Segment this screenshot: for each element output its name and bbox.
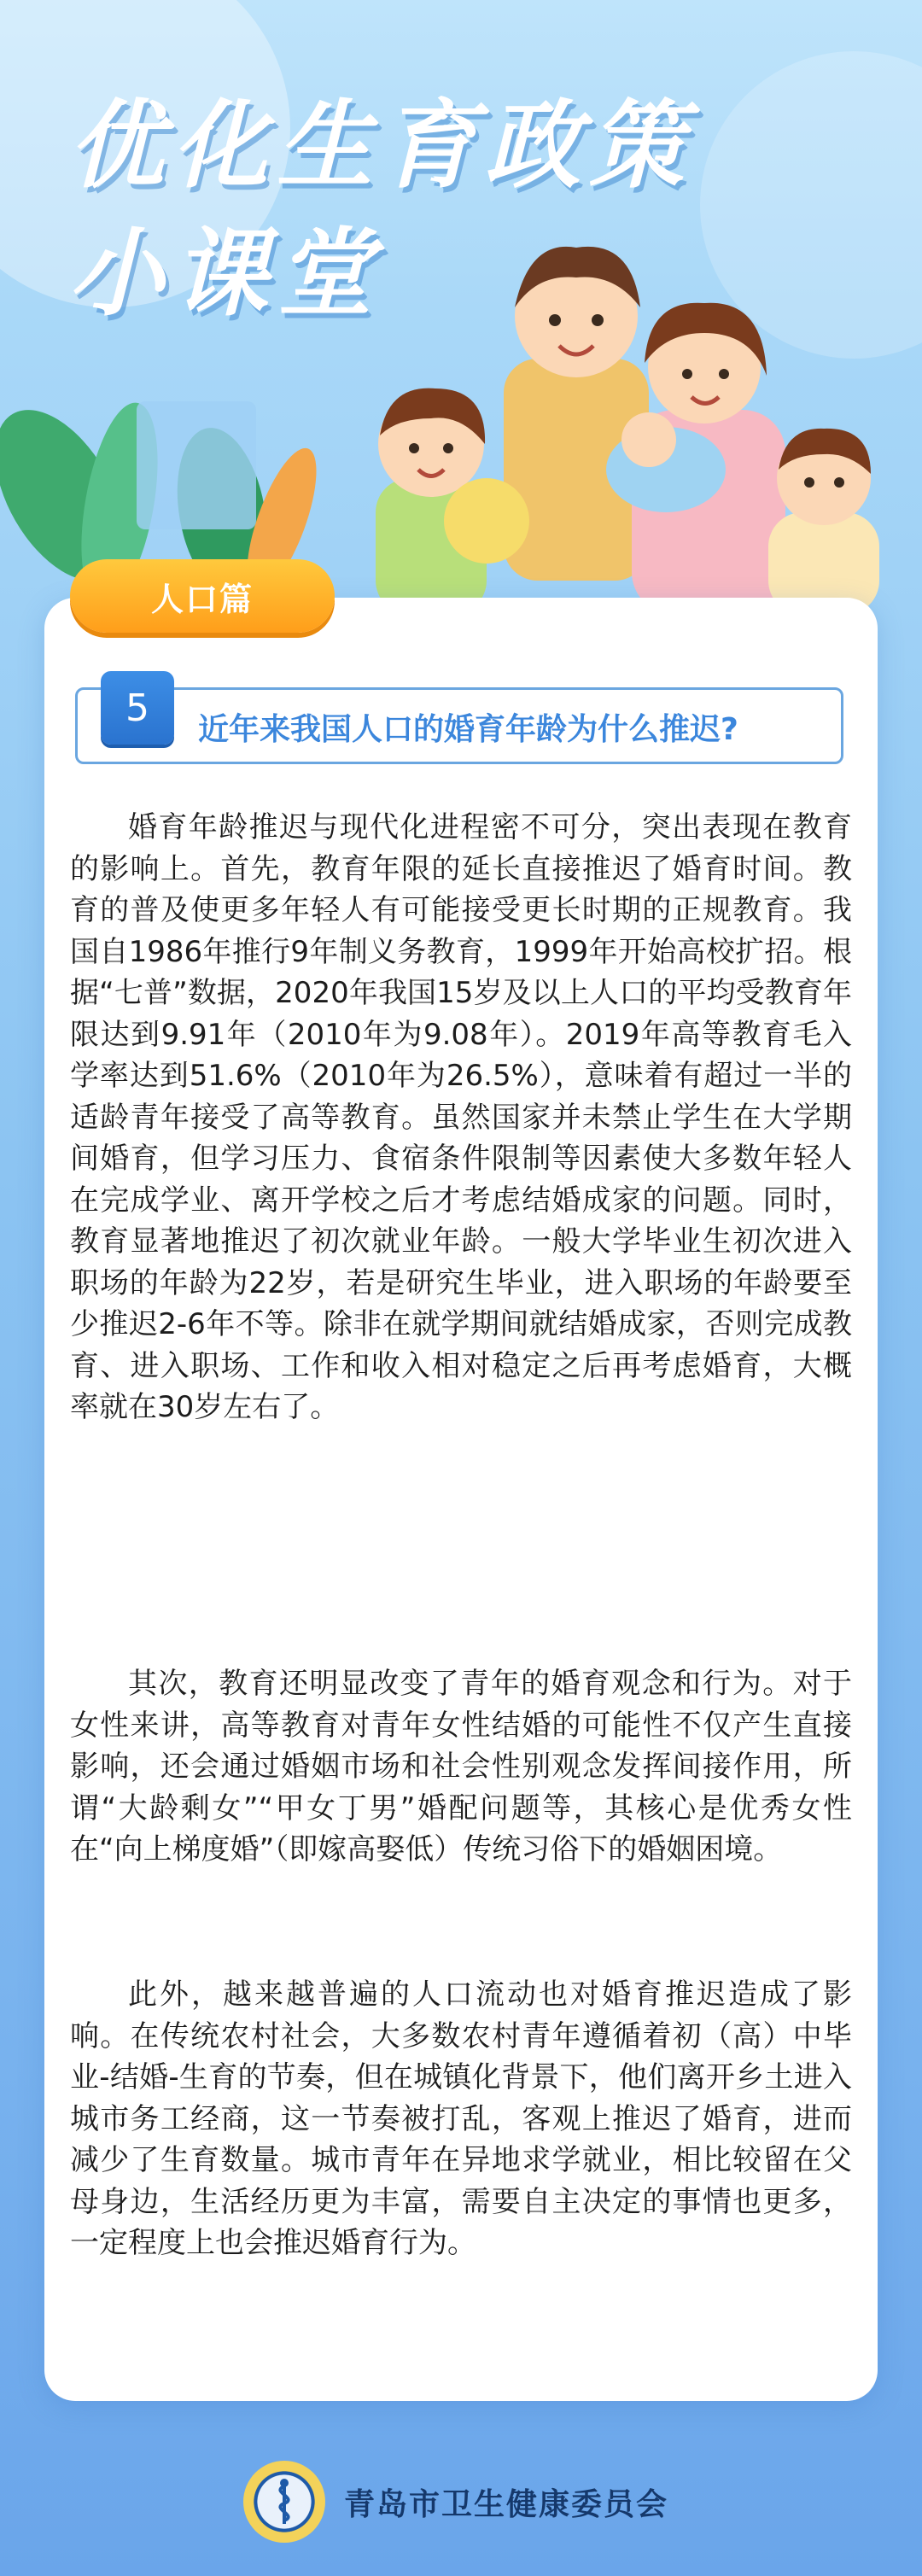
body-paragraph-2: 其次，教育还明显改变了青年的婚育观念和行为。对于女性来讲，高等教育对青年女性结婚的可能性不仅产生直接影响，还会通过婚姻市场和社会性别观念发挥间接作用，所谓“大龄剩女”“甲女丁男”婚配问题等，其核心是优秀女性在“向上梯度婚”（即嫁高娶低）传统习俗下的婚姻困境。 — [70, 1667, 852, 1866]
question-number-badge: 5 — [101, 671, 174, 745]
hero-banner — [0, 0, 922, 615]
family-illustration — [359, 213, 922, 615]
caduceus-icon — [267, 2478, 301, 2526]
footer — [243, 2459, 668, 2544]
question-title: 近年来我国人口的婚育年龄为什么推迟? — [198, 712, 738, 747]
health-commission-logo — [243, 2461, 325, 2543]
body-paragraph-3: 此外，越来越普遍的人口流动也对婚育推迟造成了影响。在传统农村社会，大多数农村青年遵循着初（高）中毕业-结婚-生育的节奏，但在城镇化背景下，他们离开乡土进入城市务工经商，这一节奏被打乱，客观上推迟了婚育，进而减少了生育数量。城市青年在异地求学就业，相比较留在父母身边，生活经历更为丰富，需要自主决定的事情也更多，一定程度上也会推迟婚育行为。 — [70, 1977, 852, 2260]
body-paragraph-1: 婚育年龄推迟与现代化进程密不可分，突出表现在教育的影响上。首先，教育年限的延长直接推迟了婚育时间。教育的普及使更多年轻人有可能接受更长时期的正规教育。我国自1986年推行9年制义务教育，1999年开始高校扩招。根据“七普”数据，2020年我国15岁及以上人口的平均受教育年限达到9.91年（2010年为9.08年）。2019年高等教育毛入学率达到51.6%（2010年为26.5%），意味着有超过一半的适龄青年接受了高等教育。虽然国家并未禁止学生在大学期间婚育，但学习压力、食宿条件限制等因素使大多数年轻人在完成学业、离开学校之后才考虑结婚成家的问题。同时，教育显著地推迟了初次就业年龄。一般大学毕业生初次进入职场的年龄为22岁，若是研究生毕业，进入职场的年龄要至少推迟2-6年不等。除非在就学期间就结婚成家，否则完成教育、进入职场、工作和收入相对稳定之后再考虑婚育，大概率就在30岁左右了。 — [70, 810, 852, 1424]
plant-illustration — [0, 367, 359, 589]
page-title-line2: 小课堂 — [68, 219, 381, 330]
category-tag: 人口篇 — [70, 559, 335, 633]
organization-name: 青岛市卫生健康委员会 — [344, 2486, 669, 2522]
page-title-line1: 优化生育政策 — [68, 91, 693, 202]
